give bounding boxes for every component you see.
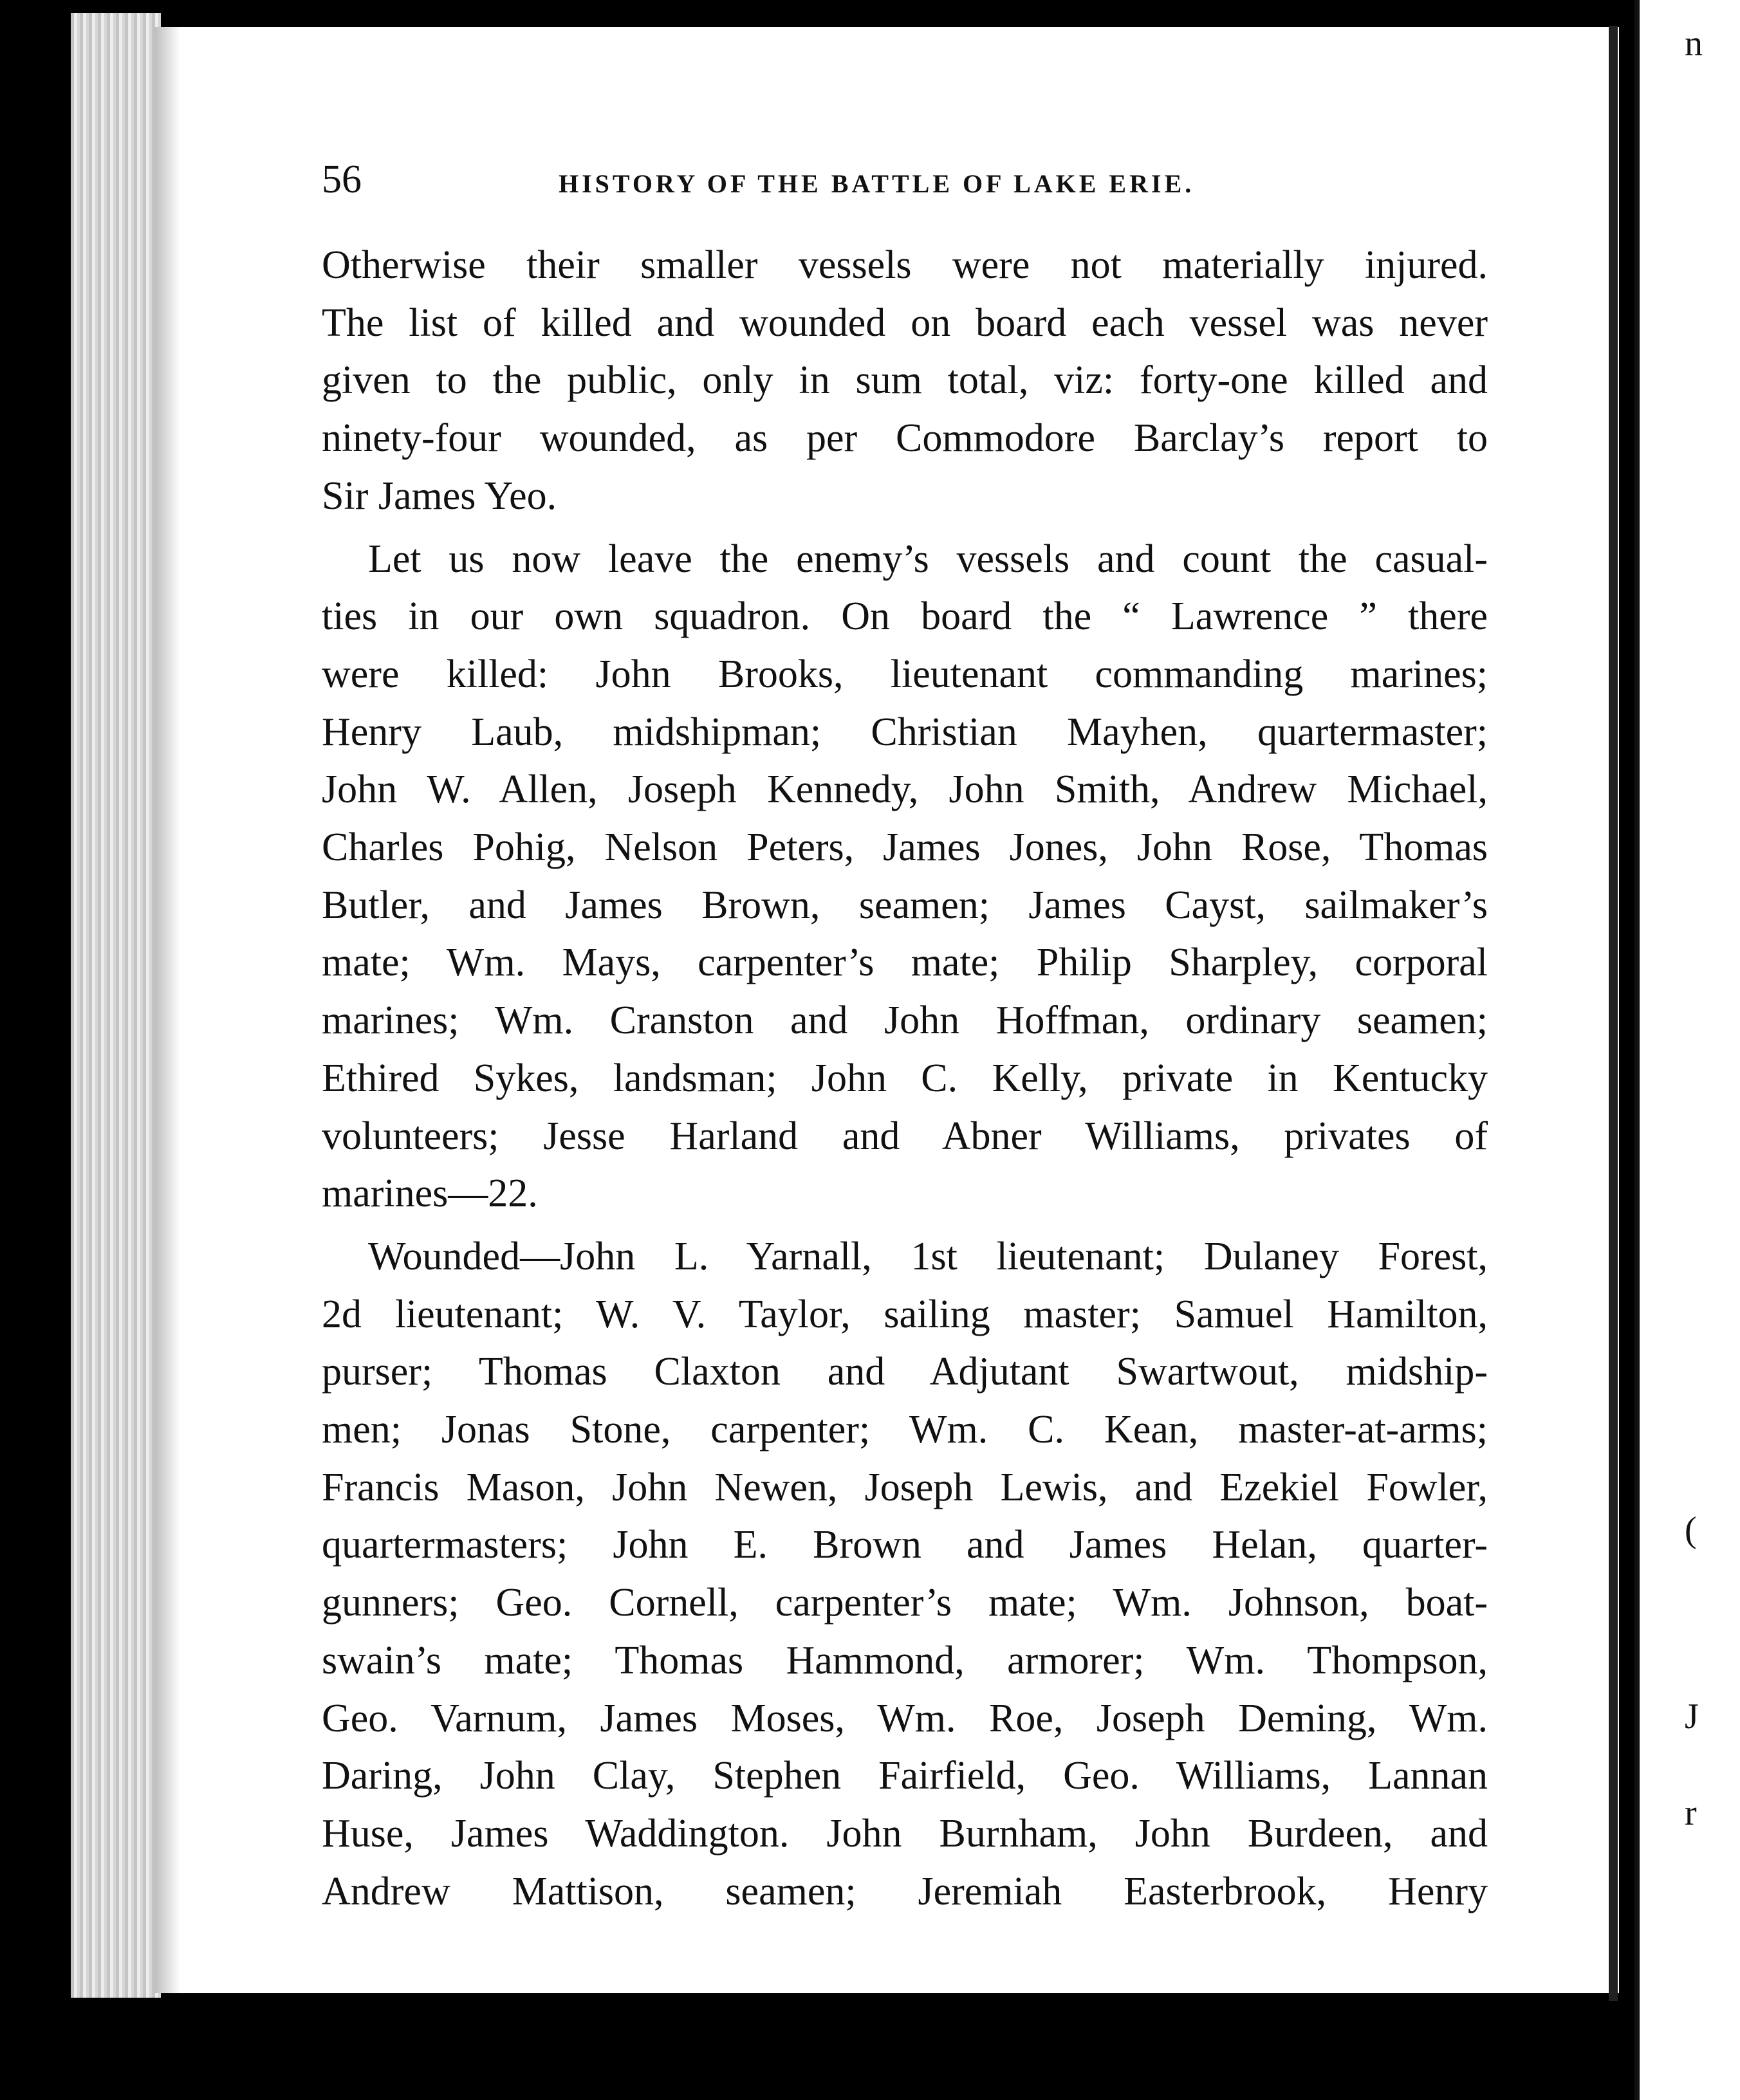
text-line: Andrew Mattison, seamen; Jeremiah Easterbrook, Henry — [322, 1869, 1488, 1913]
text-line: gunners; Geo. Cornell, carpenter’s mate; Wm. Johnson, boat- — [322, 1581, 1488, 1625]
text-line: Geo. Varnum, James Moses, Wm. Roe, Joseph Deming, Wm. — [322, 1696, 1488, 1740]
paragraph — [322, 531, 1488, 1223]
text-line: quartermasters; John E. Brown and James Helan, quarter- — [322, 1523, 1488, 1567]
text-line: ties in our own squadron. On board the “ Lawrence ” there — [322, 594, 1488, 639]
body-text — [322, 237, 1488, 1926]
text-line: volunteers; Jesse Harland and Abner Williams, privates of — [322, 1114, 1488, 1158]
text-line: 2d lieutenant; W. V. Taylor, sailing master; Samuel Hamilton, — [322, 1292, 1488, 1336]
adjacent-letter: J — [1685, 1697, 1699, 1736]
page-edges — [71, 13, 161, 1998]
gutter-fold — [1609, 26, 1618, 2001]
text-line: marines; Wm. Cranston and John Hoffman, ordinary seamen; — [322, 999, 1488, 1043]
text-line: Wounded—John L. Yarnall, 1st lieutenant; Dulaney Forest, — [368, 1234, 1488, 1278]
text-line: Huse, James Waddington. John Burnham, John Burdeen, and — [322, 1811, 1488, 1856]
text-line: ninety-four wounded, as per Commodore Barclay’s report to — [322, 416, 1488, 461]
text-line: Let us now leave the enemy’s vessels and count the casual- — [368, 537, 1488, 581]
paragraph — [322, 1228, 1488, 1920]
text-line: The list of killed and wounded on board each vessel was never — [322, 300, 1488, 345]
adjacent-letter: ( — [1685, 1510, 1697, 1550]
text-line: Butler, and James Brown, seamen; James Cayst, sailmaker’s — [322, 883, 1488, 927]
text-line: Henry Laub, midshipman; Christian Mayhen, quartermaster; — [322, 710, 1488, 754]
text-line: Ethired Sykes, landsman; John C. Kelly, private in Kentucky — [322, 1056, 1488, 1100]
text-line: were killed: John Brooks, lieutenant commanding marines; — [322, 652, 1488, 696]
gutter-shadow — [154, 27, 180, 1993]
text-line: Otherwise their smaller vessels were not materially injured. — [322, 243, 1488, 287]
text-line: Francis Mason, John Newen, Joseph Lewis, and Ezekiel Fowler, — [322, 1465, 1488, 1509]
running-head — [322, 160, 1493, 211]
adjacent-letter: r — [1685, 1793, 1697, 1833]
adjacent-page-strip — [1634, 0, 1740, 2100]
page-title: HISTORY OF THE BATTLE OF LAKE ERIE. — [559, 169, 1195, 198]
text-line: marines—22. — [322, 1172, 538, 1216]
text-line: men; Jonas Stone, carpenter; Wm. C. Kean, master-at-arms; — [322, 1408, 1488, 1452]
page-number: 56 — [322, 158, 362, 201]
text-line: swain’s mate; Thomas Hammond, armorer; Wm. Thompson, — [322, 1638, 1488, 1682]
adjacent-letter: n — [1685, 24, 1703, 64]
text-line: Daring, John Clay, Stephen Fairfield, Geo. Williams, Lannan — [322, 1754, 1488, 1798]
text-line: John W. Allen, Joseph Kennedy, John Smith, Andrew Michael, — [322, 768, 1488, 812]
text-line: Charles Pohig, Nelson Peters, James Jones, John Rose, Thomas — [322, 825, 1488, 870]
paragraph — [322, 237, 1488, 526]
text-line: purser; Thomas Claxton and Adjutant Swartwout, midship- — [322, 1350, 1488, 1394]
scan-top-border — [0, 0, 1740, 17]
text-line: Sir James Yeo. — [322, 474, 557, 518]
text-line: given to the public, only in sum total, viz: forty-one killed and — [322, 358, 1488, 403]
text-line: mate; Wm. Mays, carpenter’s mate; Philip Sharpley, corporal — [322, 941, 1488, 985]
